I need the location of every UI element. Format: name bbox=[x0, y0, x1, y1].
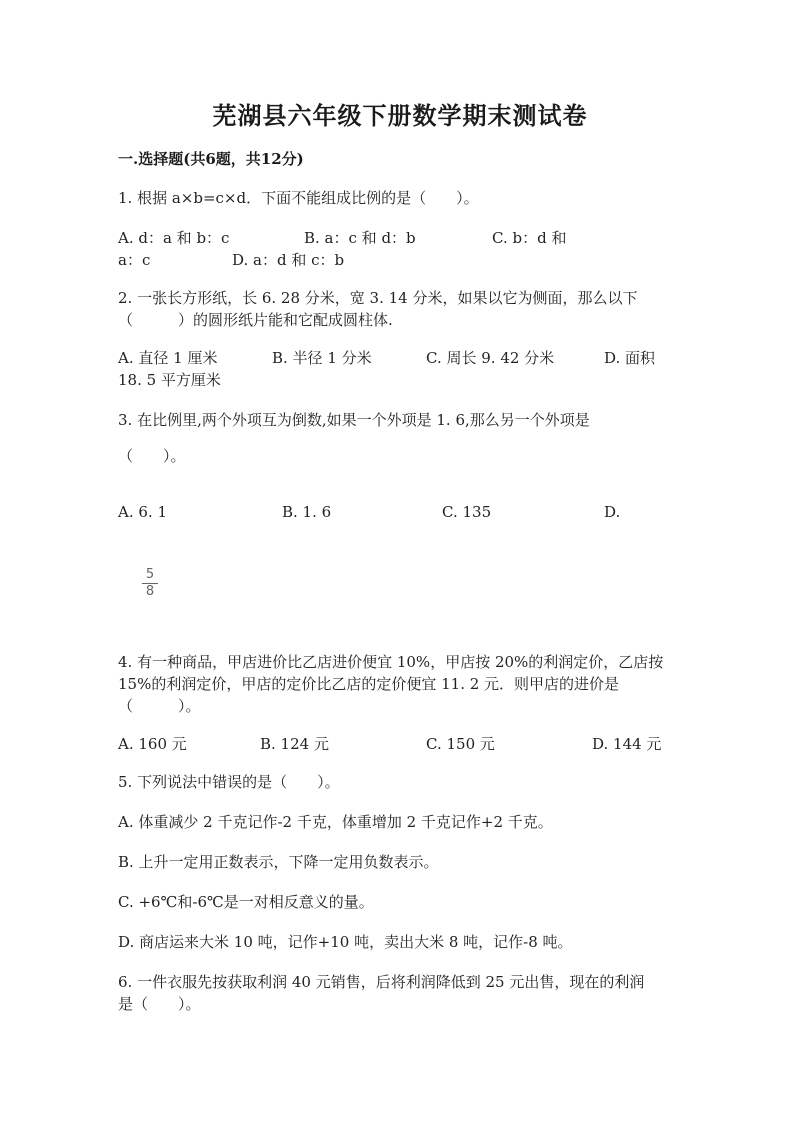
fraction-numerator: 5 bbox=[145, 567, 155, 582]
question-1-stem: 1. 根据 a×b=c×d．下面不能组成比例的是（ ）。 bbox=[118, 189, 479, 207]
question-2-option-c: C. 周长 9. 42 分米 bbox=[426, 349, 555, 367]
question-1-option-d: D. a：d 和 c：b bbox=[232, 251, 345, 269]
question-4-stem-line-2: 15%的利润定价，甲店的定价比乙店的定价便宜 11. 2 元．则甲店的进价是 bbox=[118, 675, 620, 693]
question-2-option-a: A. 直径 1 厘米 bbox=[118, 349, 218, 367]
question-6-stem-line-2: 是（ ）。 bbox=[118, 995, 201, 1013]
question-3-option-d-fraction bbox=[142, 568, 158, 599]
question-4-option-c: C. 150 元 bbox=[426, 735, 495, 753]
question-5-option-c: C. +6℃和-6℃是一对相反意义的量。 bbox=[118, 893, 374, 911]
question-1-option-b: B. a：c 和 d：b bbox=[304, 229, 416, 247]
question-2-stem-line-1: 2. 一张长方形纸，长 6. 28 分米，宽 3. 14 分米，如果以它为侧面，那么以下 bbox=[118, 289, 638, 307]
fraction-denominator: 8 bbox=[145, 584, 155, 599]
question-4-option-b: B. 124 元 bbox=[260, 735, 329, 753]
question-2-stem-line-2: （ ）的圆形纸片能和它配成圆柱体. bbox=[118, 311, 393, 329]
question-3-option-d: D. bbox=[604, 503, 621, 521]
question-4-stem-line-1: 4. 有一种商品，甲店进价比乙店进价便宜 10%，甲店按 20%的利润定价，乙店按 bbox=[118, 653, 664, 671]
question-4-option-a: A. 160 元 bbox=[118, 735, 187, 753]
question-6-stem-line-1: 6. 一件衣服先按获取利润 40 元销售，后将利润降低到 25 元出售，现在的利润 bbox=[118, 973, 645, 991]
question-2-option-d: D. 面积 bbox=[604, 349, 656, 367]
question-3-stem-line-1: 3. 在比例里,两个外项互为倒数,如果一个外项是 1. 6,那么另一个外项是 bbox=[118, 411, 590, 429]
question-5-stem: 5. 下列说法中错误的是（ ）。 bbox=[118, 773, 340, 791]
question-3-stem-line-2: （ ）。 bbox=[118, 447, 186, 465]
question-1-option-c-continued: a：c bbox=[118, 251, 151, 269]
question-4-option-d: D. 144 元 bbox=[592, 735, 662, 753]
question-3-option-a: A. 6. 1 bbox=[118, 503, 167, 521]
question-5-option-a: A. 体重减少 2 千克记作-2 千克，体重增加 2 千克记作+2 千克。 bbox=[118, 813, 553, 831]
question-2-option-d-continued: 18. 5 平方厘米 bbox=[118, 371, 221, 389]
question-2-option-b: B. 半径 1 分米 bbox=[272, 349, 372, 367]
page-title: 芜湖县六年级下册数学期末测试卷 bbox=[212, 101, 588, 130]
question-1-option-a: A. d：a 和 b：c bbox=[118, 229, 230, 247]
question-3-option-c: C. 135 bbox=[442, 503, 492, 521]
question-3-option-b: B. 1. 6 bbox=[282, 503, 332, 521]
section-heading: 一.选择题(共6题，共12分) bbox=[118, 150, 304, 168]
question-1-option-c: C. b：d 和 bbox=[492, 229, 567, 247]
question-4-stem-line-3: （ ）。 bbox=[118, 697, 201, 715]
question-5-option-b: B. 上升一定用正数表示，下降一定用负数表示。 bbox=[118, 853, 439, 871]
question-5-option-d: D. 商店运来大米 10 吨，记作+10 吨，卖出大米 8 吨，记作-8 吨。 bbox=[118, 933, 573, 951]
